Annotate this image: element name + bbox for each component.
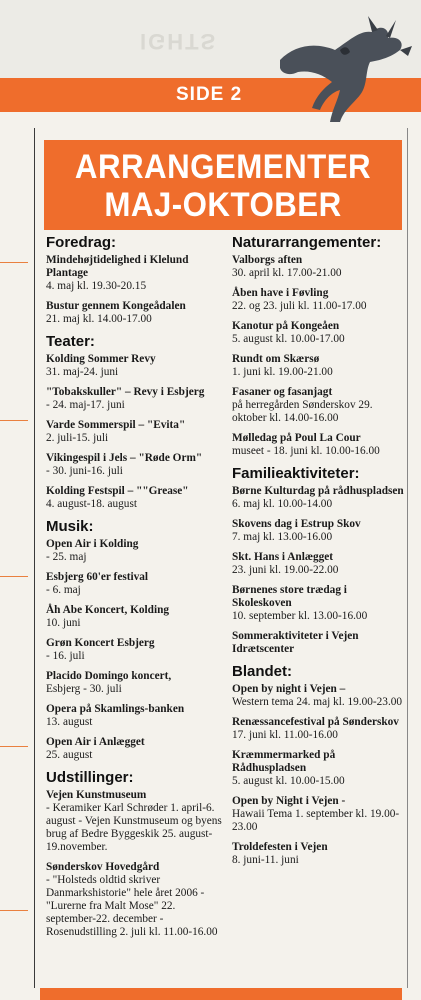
event-details: 2. juli-15. juli bbox=[46, 432, 109, 444]
event-item bbox=[232, 518, 407, 544]
event-details: - 30. juni-16. juli bbox=[46, 465, 123, 477]
event-title: Open Air i Kolding bbox=[46, 538, 139, 550]
section-heading: Blandet: bbox=[232, 663, 292, 680]
event-details: museet - 18. juni kl. 10.00-16.00 bbox=[232, 445, 380, 457]
event-details: Western tema 24. maj kl. 19.00-23.00 bbox=[232, 696, 403, 708]
event-item bbox=[46, 386, 226, 412]
event-details: 6. maj kl. 10.00-14.00 bbox=[232, 498, 333, 510]
event-item bbox=[46, 538, 226, 564]
event-item bbox=[46, 571, 226, 597]
event-item bbox=[46, 637, 226, 663]
event-title: Open by Night i Vejen - bbox=[232, 795, 346, 807]
event-title: Renæssancefestival på Sønderskov bbox=[232, 716, 399, 728]
event-section bbox=[46, 333, 226, 511]
event-item bbox=[46, 300, 226, 326]
event-title: Børnenes store trædag i Skoleskoven bbox=[232, 584, 347, 609]
event-section bbox=[232, 234, 407, 458]
event-title: Valborgs aften bbox=[232, 254, 303, 266]
event-item bbox=[46, 789, 226, 854]
bottom-bar bbox=[40, 988, 402, 1000]
event-details: 17. juni kl. 11.00-16.00 bbox=[232, 729, 338, 741]
event-details: - 24. maj-17. juni bbox=[46, 399, 125, 411]
event-item bbox=[232, 254, 407, 280]
event-details: 10. september kl. 13.00-16.00 bbox=[232, 610, 368, 622]
event-item bbox=[46, 670, 226, 696]
margin-tick bbox=[0, 420, 28, 421]
right-column bbox=[232, 234, 407, 874]
event-section bbox=[232, 465, 407, 656]
event-title: Esbjerg 60'er festival bbox=[46, 571, 149, 583]
event-details: 25. august bbox=[46, 749, 93, 761]
event-title: "Tobakskuller" – Revy i Esbjerg bbox=[46, 386, 205, 398]
event-details: Esbjerg - 30. juli bbox=[46, 683, 122, 695]
page-number-label: SIDE 2 bbox=[176, 84, 243, 105]
event-details: Hawaii Tema 1. september kl. 19.00-23.00 bbox=[232, 808, 400, 833]
event-item bbox=[232, 551, 407, 577]
event-item bbox=[232, 320, 407, 346]
event-title: Fasaner og fasanjagt bbox=[232, 386, 333, 398]
event-title: Vikingespil i Jels – "Røde Orm" bbox=[46, 452, 203, 464]
event-title: Åh Abe Koncert, Kolding bbox=[46, 604, 170, 616]
event-title: Opera på Skamlings-banken bbox=[46, 703, 185, 715]
event-title: Grøn Koncert Esbjerg bbox=[46, 637, 155, 649]
title-line-1: ARRANGEMENTER bbox=[74, 148, 372, 186]
event-item bbox=[232, 749, 407, 788]
left-column bbox=[46, 234, 226, 946]
event-title: Placido Domingo koncert, bbox=[46, 670, 172, 682]
event-item bbox=[232, 353, 407, 379]
event-item bbox=[46, 861, 226, 939]
event-item bbox=[46, 736, 226, 762]
section-heading: Udstillinger: bbox=[46, 769, 134, 786]
event-section bbox=[46, 518, 226, 762]
section-heading: Naturarrangementer: bbox=[232, 234, 382, 251]
event-item bbox=[232, 795, 407, 834]
event-title: Mølledag på Poul La Cour bbox=[232, 432, 361, 444]
event-title: Open by night i Vejen – bbox=[232, 683, 346, 695]
event-title: Sønderskov Hovedgård bbox=[46, 861, 160, 873]
event-item bbox=[46, 254, 226, 293]
event-title: Mindehøjtidelighed i Klelund Plantage bbox=[46, 254, 189, 279]
margin-ticks bbox=[0, 0, 30, 1000]
event-item bbox=[46, 485, 226, 511]
event-details: 23. juni kl. 19.00-22.00 bbox=[232, 564, 339, 576]
event-item bbox=[232, 287, 407, 313]
event-details: 8. juni-11. juni bbox=[232, 854, 299, 866]
event-details: 10. juni bbox=[46, 617, 81, 629]
margin-tick bbox=[0, 262, 28, 263]
event-title: Børne Kulturdag på rådhuspladsen bbox=[232, 485, 404, 497]
event-item bbox=[232, 485, 407, 511]
event-title: Skt. Hans i Anlægget bbox=[232, 551, 334, 563]
title-line-2: MAJ-OKTOBER bbox=[104, 186, 342, 224]
event-item bbox=[232, 716, 407, 742]
event-details: 7. maj kl. 13.00-16.00 bbox=[232, 531, 333, 543]
event-title: Kræmmermarked på Rådhuspladsen bbox=[232, 749, 336, 774]
event-details: 31. maj-24. juni bbox=[46, 366, 119, 378]
event-item bbox=[232, 683, 407, 709]
event-item bbox=[232, 386, 407, 425]
section-heading: Familieaktiviteter: bbox=[232, 465, 360, 482]
event-section bbox=[46, 769, 226, 939]
event-details: - 25. maj bbox=[46, 551, 87, 563]
margin-tick bbox=[0, 746, 28, 747]
event-title: Åben have i Føvling bbox=[232, 287, 329, 299]
event-item bbox=[46, 604, 226, 630]
event-title: Kanotur på Kongeåen bbox=[232, 320, 340, 332]
event-item bbox=[46, 452, 226, 478]
event-details: 5. august kl. 10.00-17.00 bbox=[232, 333, 345, 345]
margin-tick bbox=[0, 576, 28, 577]
event-title: Skovens dag i Estrup Skov bbox=[232, 518, 361, 530]
event-details: 5. august kl. 10.00-15.00 bbox=[232, 775, 345, 787]
event-details: 22. og 23. juli kl. 11.00-17.00 bbox=[232, 300, 367, 312]
event-details: - "Holsteds oldtid skriver Danmarkshistorie" hele året 2006 - "Lurerne fra Malt Mose" 22. september-22. december - Rosenudstilling 2. juli kl. 11.00-16.00 bbox=[46, 874, 218, 938]
event-details: - Keramiker Karl Schrøder 1. april-6. august - Vejen Kunstmuseum og byens brug af Bedre Byggeskik 25. august-19.november. bbox=[46, 802, 222, 853]
event-item bbox=[232, 432, 407, 458]
event-details: 30. april kl. 17.00-21.00 bbox=[232, 267, 342, 279]
event-section bbox=[232, 663, 407, 867]
event-title: Troldefesten i Vejen bbox=[232, 841, 328, 853]
event-title: Sommeraktiviteter i Vejen Idrætscenter bbox=[232, 630, 359, 655]
devil-statue-image bbox=[240, 10, 415, 130]
event-details: - 6. maj bbox=[46, 584, 81, 596]
title-banner bbox=[44, 140, 402, 230]
event-title: Varde Sommerspil – "Evita" bbox=[46, 419, 186, 431]
event-item bbox=[232, 630, 407, 656]
section-heading: Musik: bbox=[46, 518, 94, 535]
event-title: Open Air i Anlægget bbox=[46, 736, 145, 748]
event-section bbox=[46, 234, 226, 326]
event-item bbox=[46, 353, 226, 379]
event-title: Bustur gennem Kongeådalen bbox=[46, 300, 186, 312]
event-item bbox=[232, 584, 407, 623]
event-item bbox=[46, 703, 226, 729]
event-title: Rundt om Skærsø bbox=[232, 353, 320, 365]
event-item bbox=[232, 841, 407, 867]
section-heading: Teater: bbox=[46, 333, 95, 350]
event-title: Kolding Festspil – ""Grease" bbox=[46, 485, 189, 497]
event-title: Vejen Kunstmuseum bbox=[46, 789, 147, 801]
mirrored-headline: IGHTS bbox=[140, 29, 218, 54]
event-item bbox=[46, 419, 226, 445]
margin-tick bbox=[0, 910, 28, 911]
event-details: 4. maj kl. 19.30-20.15 bbox=[46, 280, 147, 292]
event-title: Kolding Sommer Revy bbox=[46, 353, 156, 365]
event-details: 1. juni kl. 19.00-21.00 bbox=[232, 366, 333, 378]
event-details: 21. maj kl. 14.00-17.00 bbox=[46, 313, 152, 325]
event-details: 4. august-18. august bbox=[46, 498, 137, 510]
event-details: på herregården Sønderskov 29. oktober kl. 14.00-16.00 bbox=[232, 399, 373, 424]
event-details: - 16. juli bbox=[46, 650, 85, 662]
section-heading: Foredrag: bbox=[46, 234, 117, 251]
event-details: 13. august bbox=[46, 716, 93, 728]
